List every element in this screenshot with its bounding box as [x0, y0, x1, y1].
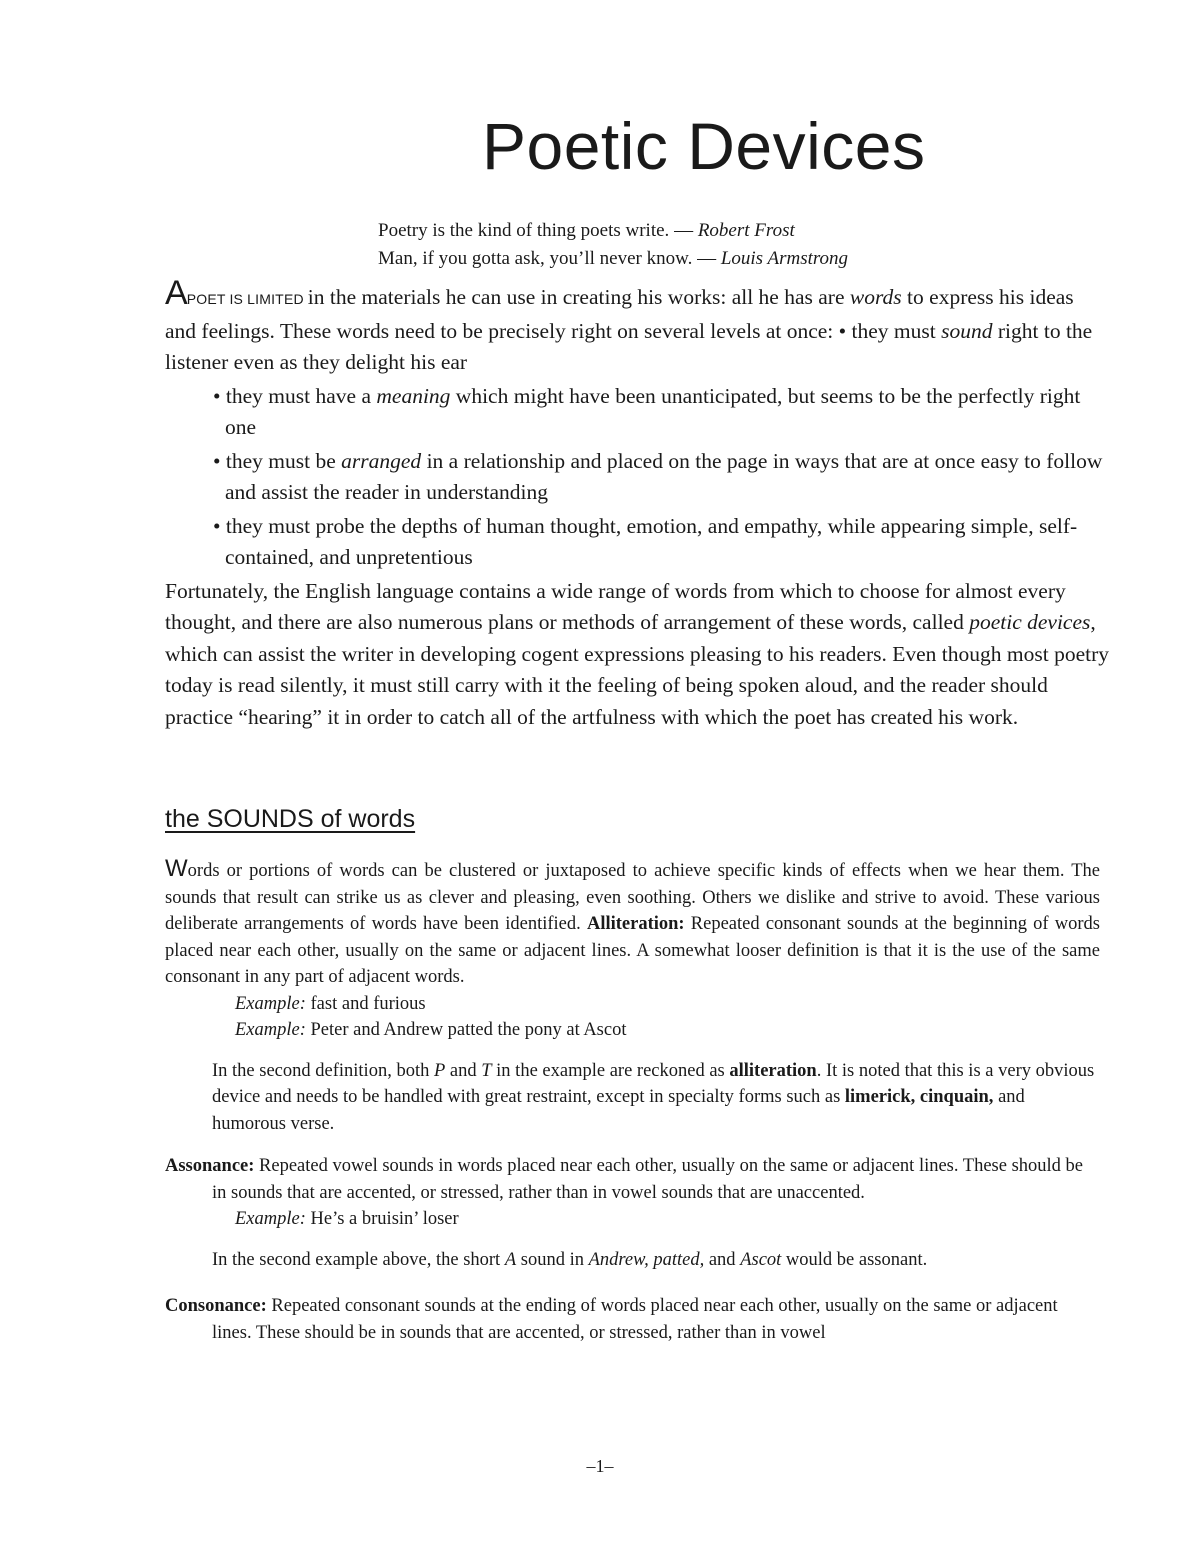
- epigraph-author: Robert Frost: [697, 220, 795, 241]
- term-consonance: Consonance:: [165, 1296, 267, 1316]
- section-body: [165, 856, 1100, 1346]
- intro-section: [165, 274, 1110, 733]
- epigraph-line: [378, 245, 848, 273]
- text-run: and humorous verse.: [212, 1087, 1025, 1134]
- bullet-item: [213, 381, 1110, 444]
- example-label: Example:: [235, 1020, 306, 1040]
- text-run: Peter and Andrew patted the pony at Ascot: [305, 1020, 627, 1040]
- text-run: Fortunately, the English language contains a wide range of words from which to choose for almost every thought, and there are also numerous plans or methods of arrangement of these words, called: [165, 578, 1066, 634]
- text-run: would be assonant.: [781, 1249, 928, 1270]
- epigraph-quote: Man, if you gotta ask, you’ll never know.: [378, 248, 693, 269]
- definition-consonance: [165, 1293, 1100, 1346]
- emphasis: Andrew, patted,: [588, 1249, 705, 1270]
- example-label: Example:: [235, 993, 306, 1014]
- text-run: • they must have a: [213, 383, 377, 408]
- text-run: Repeated consonant sounds at the beginning of words placed near each other, usually on the same or adjacent lines. A somewhat looser definition is that it is the use of the same consonant in any part of adjacent words.: [165, 914, 1100, 987]
- epigraph-dash: —: [669, 220, 698, 241]
- definition-assonance: [165, 1153, 1100, 1206]
- emphasis: arranged: [341, 448, 422, 473]
- text-run: ords or portions of words can be clustered or juxtaposed to achieve specific kinds of effects when we hear them. The sounds that result can strike us as clever and pleasing, even soothing. Others we dislike and strive to avoid. These various deliberate arrangements of words have been identified.: [165, 861, 1100, 934]
- emphasis: meaning: [376, 383, 451, 408]
- section-paragraph: [165, 856, 1100, 991]
- text-run: , which can assist the writer in developing cogent expressions pleasing to his readers. Even though most poetry today is read silently, it must still carry with it the feeling of being spoken aloud, and the reader should practice “hearing” it in order to catch all of the artfulness with which the poet has created his work.: [165, 610, 1109, 729]
- text-run: He’s a bruisin’ loser: [305, 1209, 459, 1229]
- text-run: fast and furious: [305, 993, 426, 1014]
- emphasis: P: [433, 1060, 446, 1081]
- intro-paragraph: [165, 274, 1110, 379]
- epigraph-line: [378, 217, 848, 245]
- bullet-list: [165, 381, 1110, 574]
- example-label: Example:: [235, 1209, 306, 1229]
- epigraph-author: Louis Armstrong: [720, 248, 849, 269]
- bold-term: limerick, cinquain,: [844, 1087, 994, 1107]
- text-run: In the second definition, both: [212, 1060, 434, 1081]
- text-run: in a relationship and placed on the page in ways that are at once easy to follow and assist the reader in understanding: [225, 448, 1103, 504]
- text-run: in the example are reckoned as: [491, 1060, 730, 1081]
- section-heading: the SOUNDS of words: [165, 805, 416, 833]
- term-assonance: Assonance:: [165, 1156, 255, 1176]
- example-line: [165, 991, 1100, 1018]
- emphasis: words: [849, 285, 902, 309]
- text-run: Repeated consonant sounds at the ending of words placed near each other, usually on the same or adjacent lines. These should be in sounds that are accented, or stressed, rather than in vowel: [212, 1296, 1058, 1343]
- emphasis: poetic devices: [969, 610, 1091, 634]
- bullet-item: • they must probe the depths of human thought, emotion, and empathy, while appearing simple, self-contained, and unpretentious: [213, 513, 1078, 569]
- note-paragraph: [165, 1058, 1100, 1138]
- example-line: [165, 1017, 1100, 1044]
- text-run: to express his ideas and feelings. These words need to be precisely right on several levels at once: • they must: [165, 285, 1074, 343]
- epigraph-dash: —: [692, 248, 721, 269]
- emphasis: T: [481, 1060, 492, 1081]
- page-number: –1–: [586, 1456, 614, 1476]
- epigraph: [378, 217, 848, 273]
- bullet-item: [213, 446, 1110, 509]
- text-run: right to the listener even as they delight his ear: [165, 318, 1093, 374]
- term-alliteration: Alliteration:: [586, 914, 685, 934]
- text-run: sound in: [516, 1249, 589, 1270]
- emphasis: Ascot: [740, 1249, 782, 1270]
- text-run: Repeated vowel sounds in words placed near each other, usually on the same or adjacent lines. These should be in sounds that are accented, or stressed, rather than in vowel sounds that are unaccented.: [212, 1156, 1084, 1203]
- small-caps-lead: POET IS LIMITED: [186, 291, 304, 307]
- text-run: in the materials he can use in creating his works: all he has are: [307, 285, 850, 309]
- bold-term: alliteration: [729, 1060, 817, 1081]
- emphasis: A: [504, 1249, 517, 1270]
- note-paragraph: [165, 1247, 1100, 1274]
- epigraph-quote: Poetry is the kind of thing poets write.: [378, 220, 670, 241]
- text-run: • they must be: [213, 448, 342, 473]
- intro-paragraph: [165, 576, 1110, 734]
- drop-cap: W: [165, 855, 188, 882]
- text-run: and: [704, 1249, 741, 1270]
- emphasis: sound: [941, 318, 993, 343]
- text-run: and: [445, 1060, 482, 1081]
- text-run: which might have been unanticipated, but seems to be the perfectly right one: [225, 383, 1081, 439]
- text-run: In the second example above, the short: [212, 1249, 505, 1270]
- example-line: [165, 1206, 1100, 1233]
- drop-cap: A: [165, 274, 187, 312]
- page-title: Poetic Devices: [482, 109, 926, 183]
- text-run: . It is noted that this is a very obvious device and needs to be handled with great restraint, except in specialty forms such as: [212, 1060, 1095, 1107]
